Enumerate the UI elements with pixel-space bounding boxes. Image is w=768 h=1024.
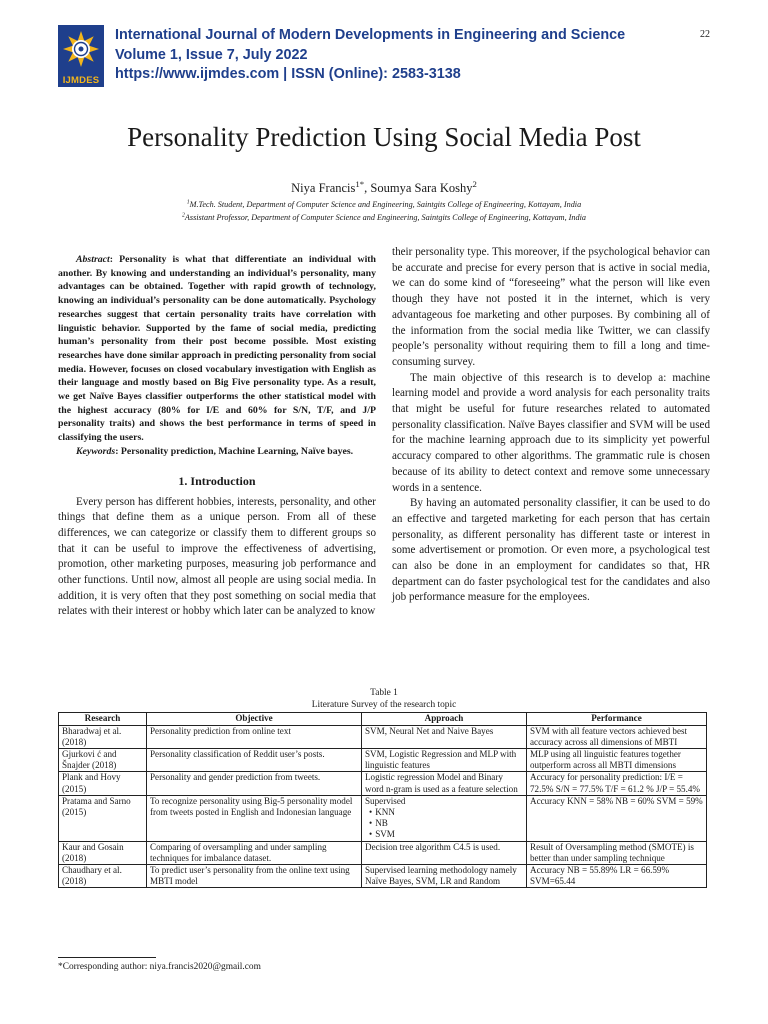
list-item: • SVM [378, 829, 523, 840]
header-approach: Approach [362, 713, 527, 726]
cell-performance: SVM with all feature vectors achieved best accuracy across all dimensions of MBTI [527, 725, 707, 748]
journal-url[interactable]: https://www.ijmdes.com [115, 66, 280, 83]
cell-approach [362, 795, 527, 841]
journal-header [58, 25, 698, 87]
logo-emblem-icon [58, 25, 104, 75]
author-1-sup: 1* [355, 178, 365, 189]
cell-research: Chaudhary et al. (2018) [59, 864, 147, 887]
header-performance: Performance [527, 713, 707, 726]
cell-research: Bharadwaj et al. (2018) [59, 725, 147, 748]
affiliation-2-sup: 2 [182, 211, 185, 218]
journal-name: International Journal of Modern Developments in Engineering and Science [115, 27, 626, 43]
header-separator: | [279, 66, 292, 83]
corresponding-author-footnote: *Corresponding author: niya.francis2020@gmail.com [58, 962, 261, 972]
cell-objective: Comparing of oversampling and under sampling techniques for imbalance dataset. [147, 841, 362, 864]
intro-paragraph-2: their personality type. This moreover, if the psychological behavior can be accurate and precise for every person that is active in social media, we can do some kind of “foreseeing” what the person will like even though they have not posted it in the internet, which is very advantageous foe marketing and other purposes. By combining all of the information from the social media like Twitter, we can classify people’s personality without requiring them to fill a long and time-consuming survey. [392, 246, 710, 368]
table-header-row [59, 713, 707, 726]
cell-approach: Logistic regression Model and Binary word n-gram is used as a feature selection [362, 772, 527, 795]
cell-performance: Accuracy NB = 55.89% LR = 66.59% SVM=65.44 [527, 864, 707, 887]
author-2-sup: 2 [472, 178, 477, 189]
affiliations [58, 199, 710, 224]
intro-paragraph-1: Every person has different hobbies, interests, personality, and other things that define them as a unique person. From all of these differences, we can categorize or classify them to different groups so that it can be useful to improve the effectiveness of advertising, promotion, other marketing purposes, measuring job performance and other functions. Until now, almost all people are using social media. In addition, it is very often that they post something on social media that relates with their interest or hobby which later can be analyzed to know [58, 495, 376, 618]
keywords-text: Personality prediction, Machine Learning, Naïve bayes. [120, 445, 354, 457]
cell-objective: To predict user’s personality from the online text using MBTI model [147, 864, 362, 887]
abstract [58, 253, 376, 445]
cell-research: Pratama and Sarno (2015) [59, 795, 147, 841]
table-row [59, 864, 707, 887]
cell-objective: Personality prediction from online text [147, 725, 362, 748]
abstract-text: Personality is what that differentiate an individual with another. By knowing and understanding an individual’s personality, many advantages can be obtained. Together with rapid growth of technology, knowing an individual’s personality can be done automatically. Psychology researches suggest that certain personality traits have correlation with linguistic behavior. Supported by the fame of social media, predicting human’s personality from their post become possible. Most existing researches have done similar approach in predicting personality from social media. However, focuses on closed vocabulary investigation with English as their language and mostly based on Big Five personality type. As a result, we get Naïve Bayes classifier outperforms the other statistical model with the highest accuracy (80% for I/E and 60% for S/N, T/F, and J/P personality traits) and shows the best performance in terms of speed in classifying the users. [58, 254, 376, 444]
table-row [59, 841, 707, 864]
footnote-divider [58, 957, 156, 958]
literature-survey-table [58, 712, 707, 888]
cell-research: Kaur and Gosain (2018) [59, 841, 147, 864]
header-objective: Objective [147, 713, 362, 726]
journal-info [115, 26, 625, 85]
intro-paragraph-3: The main objective of this research is to develop a: machine learning model and provide a word analysis for each personality traits that might be useful for future researches related to automated personality classification. Naïve Bayes classifier and SVM will be used for the machine learning approach due to its simplicity yet powerful accuracy compared to other algorithms. The grammatic rule is chosen because of its ability to detect context and remove some unnecessary words in a sentence. [392, 371, 710, 494]
logo-text: IJMDES [62, 75, 100, 86]
journal-links [115, 65, 625, 85]
table-row [59, 725, 707, 748]
list-item: • NB [378, 818, 523, 829]
table-caption [58, 688, 710, 711]
author-separator: , [364, 181, 371, 195]
author-2: Soumya Sara Koshy [370, 181, 473, 195]
cell-objective: To recognize personality using Big-5 personality model from tweets posted in English and Indonesian language [147, 795, 362, 841]
list-item: • KNN [378, 807, 523, 818]
cell-objective: Personality and gender prediction from tweets. [147, 772, 362, 795]
table-label: Table 1 [370, 688, 398, 698]
cell-approach: SVM, Logistic Regression and MLP with linguistic features [362, 748, 527, 771]
affiliation-1-text: M.Tech. Student, Department of Computer Science and Engineering, Saintgits College of Engineering, Kottayam, India [189, 200, 582, 209]
cell-performance: Accuracy KNN = 58% NB = 60% SVM = 59% [527, 795, 707, 841]
cell-performance: Accuracy for personality prediction: I/E = 72.5% S/N = 77.5% T/F = 61.2 % J/P = 55.4% [527, 772, 707, 795]
page-number: 22 [700, 29, 710, 40]
affiliation-2 [58, 212, 710, 225]
header-research: Research [59, 713, 147, 726]
cell-research: Plank and Hovy (2015) [59, 772, 147, 795]
keywords-label: Keywords [76, 445, 116, 457]
author-line [58, 180, 710, 196]
table-title: Literature Survey of the research topic [311, 699, 457, 710]
keywords-colon: : [115, 445, 121, 457]
approach-title: Supervised [365, 795, 406, 806]
affiliation-1-sup: 1 [186, 199, 190, 206]
cell-objective: Personality classification of Reddit user’s posts. [147, 748, 362, 771]
cell-performance: Result of Oversampling method (SMOTE) is better than under sampling technique [527, 841, 707, 864]
cell-performance: MLP using all linguistic features together outperform across all MBTI dimensions [527, 748, 707, 771]
journal-volume: Volume 1, Issue 7, July 2022 [115, 46, 308, 63]
journal-logo [58, 25, 104, 87]
table-row [59, 772, 707, 795]
journal-issn: ISSN (Online): 2583-3138 [291, 66, 461, 83]
table-row [59, 795, 707, 841]
table-row [59, 748, 707, 771]
intro-paragraph-4: By having an automated personality classifier, it can be used to do an effective and targeted marketing for each person that has certain personality, as different personality has different taste or interest in some advertisement or promotion. Or even more, a psychological test can also be done in an employment for candidates so that, HR department can do faster psychological test for the candidates and also job performance measure for the employees. [392, 497, 710, 604]
cell-approach: Supervised learning methodology namely Naïve Bayes, SVM, LR and Random [362, 864, 527, 887]
keywords [58, 445, 376, 459]
paper-title: Personality Prediction Using Social Media Post [127, 122, 641, 152]
affiliation-2-text: Assistant Professor, Department of Computer Science and Engineering, Saintgits College of Engineering, Kottayam, India [184, 212, 586, 222]
section-heading-introduction: 1. Introduction [178, 473, 256, 488]
affiliation-1 [58, 199, 710, 212]
approach-list [365, 807, 523, 841]
left-column [58, 253, 376, 620]
cell-approach: SVM, Neural Net and Naive Bayes [362, 725, 527, 748]
cell-research: Gjurkovi ć and Šnajder (2018) [59, 748, 147, 771]
right-column [392, 245, 710, 606]
abstract-colon: : [109, 254, 120, 265]
cell-approach: Decision tree algorithm C4.5 is used. [362, 841, 527, 864]
abstract-label: Abstract [76, 254, 110, 265]
author-1: Niya Francis [291, 181, 356, 195]
